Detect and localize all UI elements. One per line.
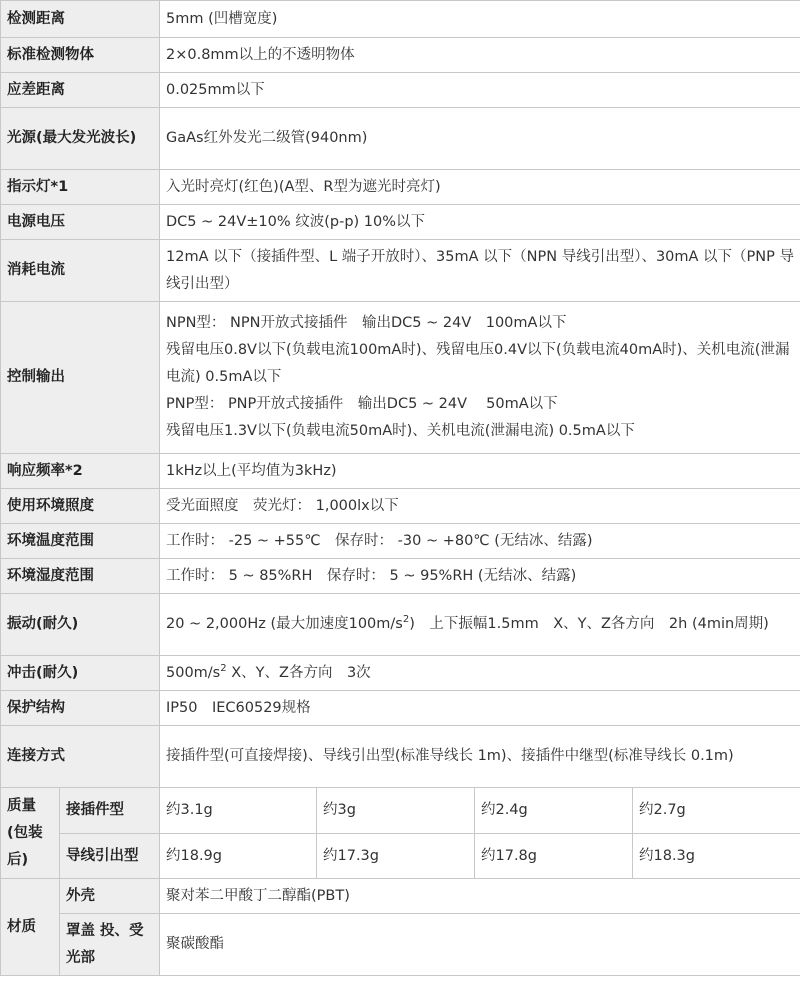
value-text: X、Y、Z各方向 3次: [226, 664, 371, 681]
row-value: 入光时亮灯(红色)(A型、R型为遮光时亮灯): [160, 170, 800, 205]
mass-sub-label: 导线引出型: [60, 834, 160, 879]
output-line: NPN型： NPN开放式接插件 输出DC5 ~ 24V 100mA以下: [166, 315, 567, 331]
mass-row: [1, 788, 800, 834]
row-value: 接插件型(可直接焊接)、导线引出型(标准导线长 1m)、接插件中继型(标准导线长 0.1m): [160, 726, 800, 788]
spec-row: [1, 108, 800, 170]
spec-row: [1, 691, 800, 726]
mass-cell: 约3g: [317, 788, 475, 834]
mass-cell: 约17.8g: [475, 834, 633, 879]
spec-row: [1, 1, 800, 38]
row-label: 环境温度范围: [1, 524, 160, 559]
spec-row: [1, 170, 800, 205]
row-label: 冲击(耐久): [1, 656, 160, 691]
output-line: 残留电压0.8V以下(负载电流100mA时)、残留电压0.4V以下(负载电流40mA时)、关机电流(泄漏电流) 0.5mA以下: [166, 342, 790, 385]
row-value: DC5 ~ 24V±10% 纹波(p-p) 10%以下: [160, 205, 800, 240]
value-text: 20 ~ 2,000Hz (最大加速度100m/s: [166, 616, 403, 632]
row-value: 5mm (凹槽宽度): [160, 1, 800, 38]
row-value: GaAs红外发光二级管(940nm): [160, 108, 800, 170]
mass-cell: 约2.7g: [633, 788, 800, 834]
material-value: 聚碳酸酯: [160, 914, 800, 976]
material-label: 材质: [1, 879, 60, 976]
spec-row: [1, 726, 800, 788]
row-label: 环境湿度范围: [1, 559, 160, 594]
row-label: 保护结构: [1, 691, 160, 726]
spec-row: [1, 656, 800, 691]
material-row: [1, 914, 800, 976]
row-value: [160, 656, 800, 691]
mass-sub-label: 接插件型: [60, 788, 160, 834]
spec-row: [1, 240, 800, 302]
row-label: 振动(耐久): [1, 594, 160, 656]
mass-cell: 约18.9g: [160, 834, 317, 879]
material-sub-label: 外壳: [60, 879, 160, 914]
spec-row: [1, 594, 800, 656]
row-value: [160, 594, 800, 656]
spec-row: [1, 38, 800, 73]
row-label: 连接方式: [1, 726, 160, 788]
row-label: 光源(最大发光波长): [1, 108, 160, 170]
output-line: 残留电压1.3V以下(负载电流50mA时)、关机电流(泄漏电流) 0.5mA以下: [166, 423, 635, 439]
spec-row: [1, 559, 800, 594]
row-label: 电源电压: [1, 205, 160, 240]
row-label: 控制输出: [1, 302, 160, 454]
mass-label: 质量(包装后): [1, 788, 60, 879]
mass-cell: 约2.4g: [475, 788, 633, 834]
material-value: 聚对苯二甲酸丁二醇酯(PBT): [160, 879, 800, 914]
value-text: ) 上下振幅1.5mm X、Y、Z各方向 2h (4min周期): [409, 616, 769, 632]
row-label: 消耗电流: [1, 240, 160, 302]
row-label: 响应频率*2: [1, 454, 160, 489]
superscript: 2: [402, 614, 410, 626]
row-value: 1kHz以上(平均值为3kHz): [160, 454, 800, 489]
spec-row: [1, 205, 800, 240]
row-label: 检测距离: [1, 1, 160, 38]
row-value: 工作时： 5 ~ 85%RH 保存时： 5 ~ 95%RH (无结冰、结露): [160, 559, 800, 594]
mass-cell: 约3.1g: [160, 788, 317, 834]
row-label: 使用环境照度: [1, 489, 160, 524]
row-value: 2×0.8mm以上的不透明物体: [160, 38, 800, 73]
row-value: IP50 IEC60529规格: [160, 691, 800, 726]
material-sub-label: 罩盖 投、受光部: [60, 914, 160, 976]
spec-row: [1, 454, 800, 489]
row-value: 受光面照度 荧光灯： 1,000lx以下: [160, 489, 800, 524]
spec-row: [1, 302, 800, 454]
row-value: 0.025mm以下: [160, 73, 800, 108]
row-label: 应差距离: [1, 73, 160, 108]
material-row: [1, 879, 800, 914]
spec-row: [1, 489, 800, 524]
row-value: [160, 302, 800, 454]
mass-cell: 约18.3g: [633, 834, 800, 879]
row-label: 标准检测物体: [1, 38, 160, 73]
spec-row: [1, 524, 800, 559]
mass-row: [1, 834, 800, 879]
spec-row: [1, 73, 800, 108]
row-value: 工作时： -25 ~ +55℃ 保存时： -30 ~ +80℃ (无结冰、结露): [160, 524, 800, 559]
row-label: 指示灯*1: [1, 170, 160, 205]
output-line: PNP型： PNP开放式接插件 输出DC5 ~ 24V 50mA以下: [166, 396, 558, 412]
row-value: 12mA 以下（接插件型、L 端子开放时）、35mA 以下（NPN 导线引出型）、30mA 以下（PNP 导线引出型）: [160, 240, 800, 302]
value-text: 500m/s: [166, 664, 221, 681]
superscript: 2: [220, 662, 227, 674]
mass-cell: 约17.3g: [317, 834, 475, 879]
